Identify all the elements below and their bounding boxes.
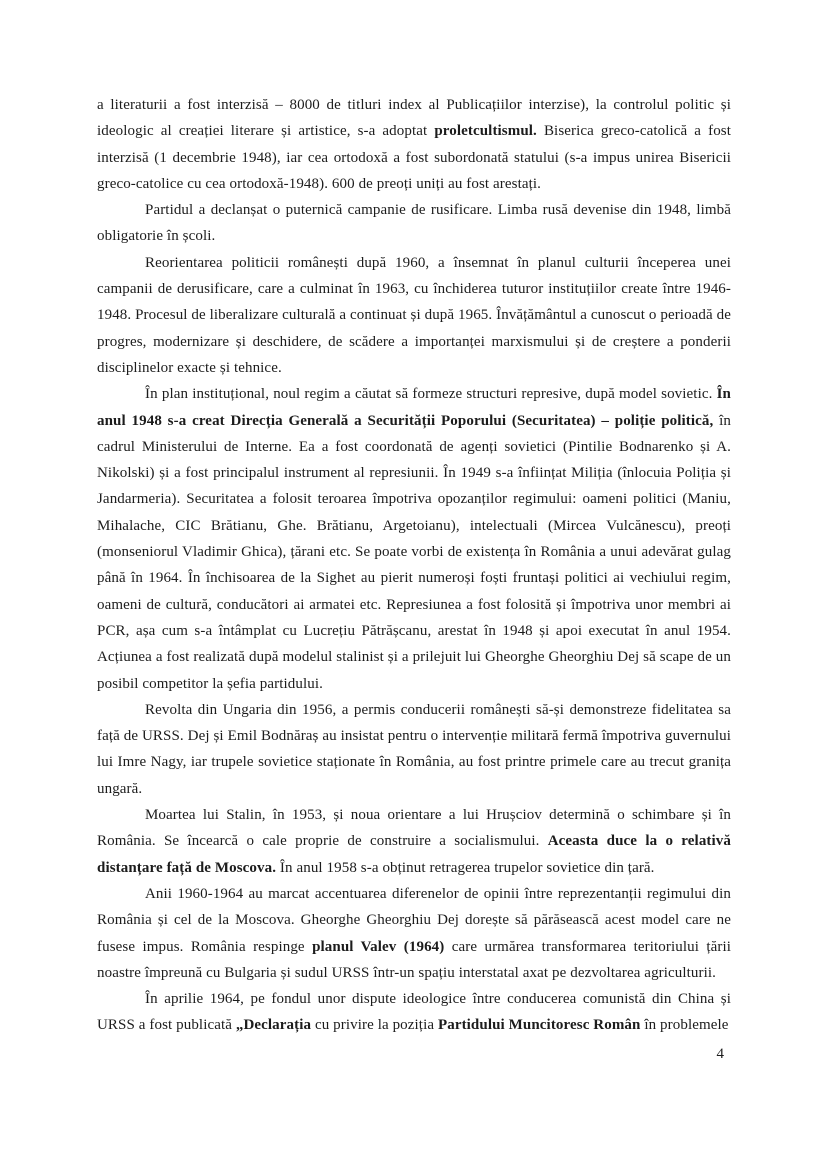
text-run: Anii 1960-1964 au marcat accentuarea diferenelor de opinii între reprezentanții regimului din România și cel de la Moscova. Gheorghe Gheorghiu Dej dorește să părăsească acest model care ne fusese impus. România respinge <box>97 885 731 955</box>
text-run: în cadrul Ministerului de Interne. Ea a fost coordonată de agenți sovietici (Pintilie Bodnarenko și A. Nikolski) și a fost principalul instrument al represiunii. În 1949 s-a înființat Miliția (înlocuia Poliția și Jandarmeria). Securitatea a folosit teroarea împotriva opozanților regimului: oameni politici (Maniu, Mihalache, CIC Brătianu, Ghe. Brătianu, Argetoianu), intelectuali (Mircea Vulcănescu), preoți (monseniorul Vladimir Ghica), țărani etc. Se poate vorbi de existența în România a unui adevărat gulag până în 1964. În închisoarea de la Sighet au pierit numeroși foști fruntași politici ai vechiului regim, oameni de cultură, conducători ai armatei etc. Represiunea a fost folosită și împotriva unor membri ai PCR, așa cum s-a întâmplat cu Lucrețiu Pătrășcanu, arestat în 1948 și apoi executat în anul 1954. Acțiunea a fost realizată după modelul stalinist și a prilejuit lui Gheorghe Gheorghiu Dej să scape de un posibil competitor la șefia partidului. <box>97 412 732 692</box>
bold-text-run: planul Valev (1964) <box>312 938 445 955</box>
paragraph <box>97 197 731 250</box>
paragraph <box>97 92 731 197</box>
text-run: cu privire la poziția <box>311 1017 438 1034</box>
bold-text-run: proletcultismul. <box>434 123 537 140</box>
paragraph <box>97 381 731 697</box>
text-run: în problemele <box>640 1017 729 1034</box>
text-run: care urmărea transformarea teritoriului țării noastre împreună cu Bulgaria și sudul URSS într-un spațiu interstatal axat pe dezvoltarea agriculturii. <box>97 938 732 981</box>
text-run: În anul 1958 s-a obținut retragerea trupelor sovietice din țară. <box>276 859 655 876</box>
text-run: Revolta din Ungaria din 1956, a permis conducerii românești să-și demonstreze fidelitatea sa față de URSS. Dej și Emil Bodnăraș au insistat pentru o intervenție militară fermă împotriva guvernului lui Imre Nagy, iar trupele sovietice staționate în România, au fost printre primele care au trecut granița ungară. <box>97 701 731 797</box>
bold-text-run: „Declarația <box>235 1017 312 1034</box>
text-run: Biserica greco-catolică a fost interzisă (1 decembrie 1948), iar cea ortodoxă a fost subordonată statului (s-a impus unirea Bisericii greco-catolice cu cea ortodoxă-1948). 600 de preoți uniți au fost arestați. <box>97 123 732 192</box>
text-run: Partidul a declanșat o puternică campanie de rusificare. Limba rusă devenise din 1948, limbă obligatorie în școli. <box>97 202 731 245</box>
paragraph <box>97 250 731 381</box>
text-run: Moartea lui Stalin, în 1953, și noua orientare a lui Hrușciov determină o schimbare și în România. Se încearcă o cale proprie de construire a socialismului. <box>97 807 731 850</box>
text-run: În aprilie 1964, pe fondul unor dispute ideologice între conducerea comunistă din China și URSS a fost publicată <box>97 991 731 1034</box>
text-run: a literaturii a fost interzisă – 8000 de titluri index al Publicațiilor interzise), la controlul politic și ideologic al creației literare și artistice, s-a adoptat <box>97 97 731 140</box>
text-run: Reorientarea politicii românești după 1960, a însemnat în planul culturii începerea unei campanii de derusificare, care a culminat în 1963, cu închiderea tuturor instituțiilor create între 1946-1948. Procesul de liberalizare culturală a continuat și după 1965. Învățământul a cunoscut o perioadă de progres, modernizare și deschidere, de scădere a importanței marxismului și de creștere a ponderii disciplinelor exacte și tehnice. <box>97 254 731 376</box>
bold-text-run: Aceasta duce la o relativă distanțare față de Moscova. <box>97 833 731 876</box>
page-number: 4 <box>716 1046 724 1062</box>
text-run: În plan instituțional, noul regim a căutat să formeze structuri represive, după model sovietic. <box>145 386 717 403</box>
paragraph <box>97 697 731 802</box>
bold-text-run: Partidului Muncitoresc Român <box>437 1017 641 1034</box>
paragraph <box>97 881 731 986</box>
paragraph <box>97 986 731 1039</box>
document-body <box>97 92 731 1039</box>
bold-text-run: În anul 1948 s-a creat Direcția Generală a Securității Poporului (Securitatea) – poliție politică, <box>97 386 731 429</box>
paragraph <box>97 802 731 881</box>
